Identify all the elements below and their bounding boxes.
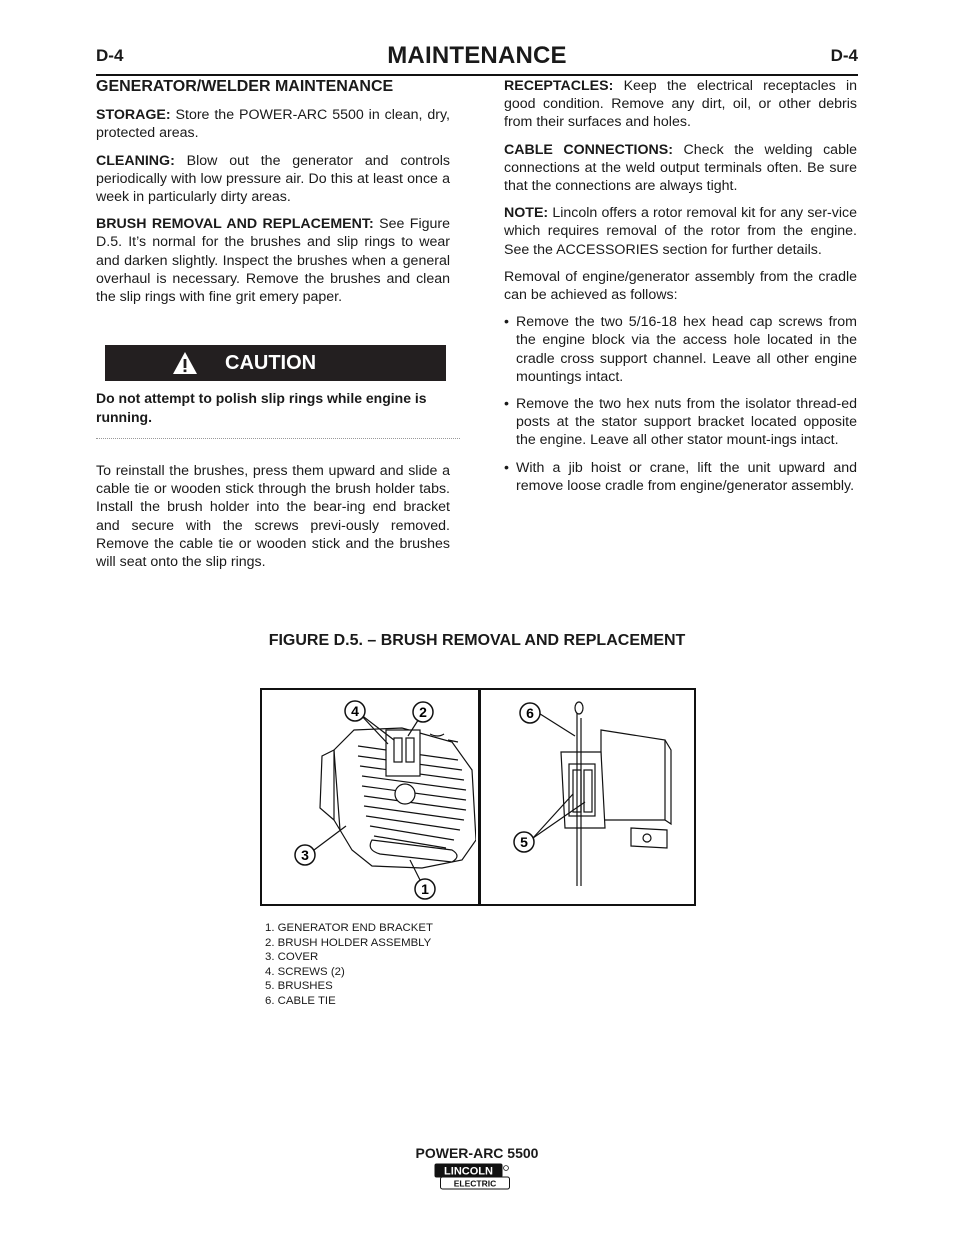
figure-d5 bbox=[260, 688, 696, 906]
callout-6 bbox=[519, 702, 541, 729]
end-bracket-illustration bbox=[262, 690, 476, 904]
legend-item: 6. CABLE TIE bbox=[265, 994, 336, 1007]
callout-label: 5 bbox=[520, 834, 528, 850]
brush-label: BRUSH REMOVAL AND REPLACEMENT: bbox=[96, 216, 374, 233]
removal-step: • Remove the two hex nuts from the isolator thread-ed posts at the stator support bracket located opposite the engine. Leave all other stator mount-ings intact. bbox=[504, 395, 857, 450]
note-paragraph bbox=[504, 204, 857, 259]
footer-model: POWER-ARC 5500 bbox=[415, 1145, 539, 1161]
callout-1 bbox=[414, 878, 436, 905]
page-number-right: D-4 bbox=[830, 46, 858, 65]
legend-item: 2. BRUSH HOLDER ASSEMBLY bbox=[265, 936, 432, 949]
brush-text: See Figure D.5. It’s normal for the brushes and slip rings to wear and darken slightly. Inspect the brushes when a general overhaul is necessary. Remove the brushes and clean the slip rings with fine grit emery paper. bbox=[96, 216, 451, 306]
receptacles-label: RECEPTACLES: bbox=[504, 78, 614, 94]
section-heading: GENERATOR/WELDER MAINTENANCE bbox=[96, 78, 394, 95]
receptacles-paragraph bbox=[504, 77, 857, 132]
left-column bbox=[96, 78, 450, 315]
caution-text: Do not attempt to polish slip rings while engine is running. bbox=[96, 390, 427, 425]
cleaning-paragraph bbox=[96, 152, 450, 207]
removal-step: • Remove the two 5/16-18 hex head cap screws from the engine block via the access hole located in the cradle cross support channel. Leave all other engine mountings intact. bbox=[504, 313, 857, 386]
storage-paragraph bbox=[96, 106, 450, 142]
cable-label: CABLE CONNECTIONS: bbox=[504, 141, 673, 158]
reinstall-paragraph: To reinstall the brushes, press them upward and slide a cable tie or wooden stick through the brush holder tabs. Install the brush holder into the bear-ing end bracket and secure with the screws previ-ously removed. Remove the cable tie or wooden stick and the brushes will seat onto the slip rings. bbox=[96, 463, 450, 571]
storage-text: Store the POWER-ARC 5500 in clean, dry, protected areas. bbox=[96, 107, 450, 142]
legend-item: 3. COVER bbox=[265, 951, 319, 964]
caution-divider bbox=[96, 438, 460, 439]
page-number-left: D-4 bbox=[96, 46, 124, 65]
legend-item: 1. GENERATOR END BRACKET bbox=[265, 922, 433, 934]
callout-label: 3 bbox=[301, 847, 309, 863]
callout-label: 1 bbox=[421, 881, 429, 897]
brush-paragraph bbox=[96, 215, 450, 306]
lincoln-electric-logo bbox=[434, 1163, 510, 1190]
removal-steps bbox=[504, 313, 857, 495]
caution-banner bbox=[105, 345, 446, 381]
cleaning-text: Blow out the generator and controls periodically with low pressure air. Do this at least once a week in particularly dirty areas. bbox=[96, 152, 450, 206]
callout-label: 6 bbox=[526, 705, 534, 721]
legend-item: 4. SCREWS (2) bbox=[265, 965, 345, 978]
header-rule bbox=[96, 74, 858, 76]
right-column bbox=[504, 77, 857, 504]
warning-triangle-icon bbox=[165, 351, 205, 375]
page-title: MAINTENANCE bbox=[387, 42, 567, 69]
cable-paragraph bbox=[504, 141, 857, 196]
svg-text:LINCOLN: LINCOLN bbox=[444, 1165, 493, 1178]
caution-label: CAUTION bbox=[225, 351, 317, 374]
figure-title: FIGURE D.5. – BRUSH REMOVAL AND REPLACEMENT bbox=[268, 632, 686, 649]
removal-step: • With a jib hoist or crane, lift the unit upward and remove loose cradle from engine/generator assembly. bbox=[504, 459, 857, 495]
brush-holder-illustration bbox=[481, 690, 693, 904]
legend-item: 5. BRUSHES bbox=[265, 980, 333, 993]
callout-3 bbox=[294, 844, 316, 871]
callout-label: 4 bbox=[351, 703, 359, 719]
removal-intro: Removal of engine/generator assembly from the cradle can be achieved as follows: bbox=[504, 268, 857, 304]
receptacles-text: Keep the electrical receptacles in good condition. Remove any dirt, oil, or other debris from their surfaces and holes. bbox=[504, 78, 857, 131]
callout-4 bbox=[344, 700, 366, 727]
storage-label: STORAGE: bbox=[96, 107, 171, 124]
cable-text: Check the welding cable connections at the weld output terminals often. Be sure that the connections are always tight. bbox=[504, 141, 857, 195]
callout-label: 2 bbox=[419, 704, 427, 720]
callout-2 bbox=[412, 701, 434, 728]
svg-text:ELECTRIC: ELECTRIC bbox=[453, 1178, 497, 1189]
note-text: Lincoln offers a rotor removal kit for any ser-vice which requires removal of the rotor from the engine. See the ACCESSORIES section for further details. bbox=[504, 205, 857, 258]
cleaning-label: CLEANING: bbox=[96, 152, 175, 169]
callout-5 bbox=[513, 831, 535, 858]
figure-legend bbox=[265, 921, 433, 1009]
note-label: NOTE: bbox=[504, 205, 549, 222]
